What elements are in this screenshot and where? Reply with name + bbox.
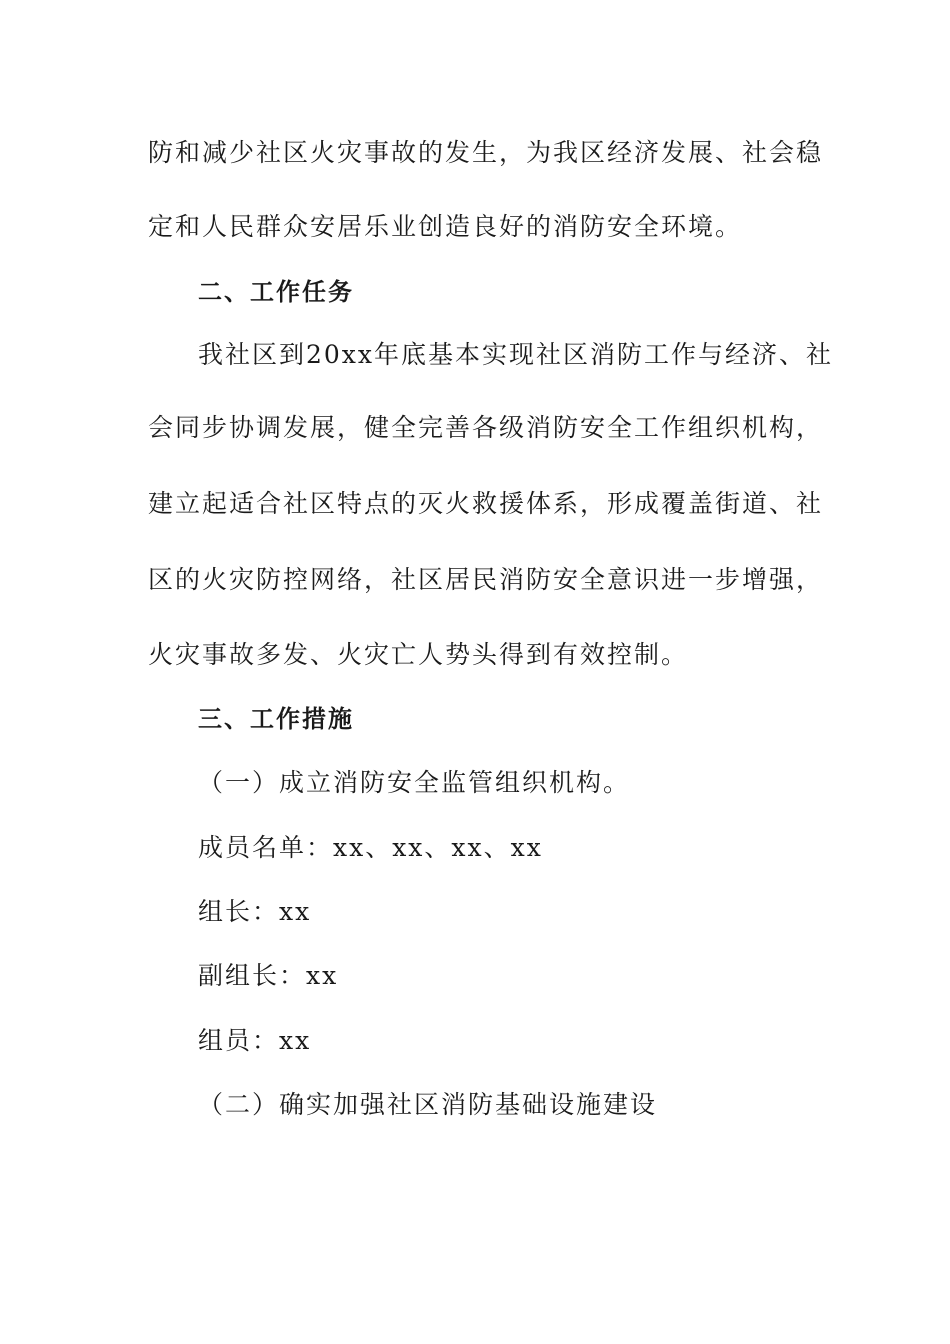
paragraph-line: 火灾事故多发、火灾亡人势头得到有效控制。 [148, 640, 689, 669]
section-heading-measures: 三、工作措施 [198, 705, 354, 733]
deputy-leader-line: 副组长：xx [198, 961, 339, 990]
subsection-heading-2: （二）确实加强社区消防基础设施建设 [198, 1090, 658, 1119]
member-list-line: 成员名单：xx、xx、xx、xx [198, 833, 543, 862]
paragraph-line: 建立起适合社区特点的灭火救援体系，形成覆盖街道、社 [148, 489, 824, 518]
member-line: 组员：xx [198, 1026, 312, 1055]
section-heading-tasks: 二、工作任务 [198, 278, 354, 306]
paragraph-line: 我社区到20xx年底基本实现社区消防工作与经济、社 [198, 340, 834, 369]
paragraph-line: 防和减少社区火灾事故的发生，为我区经济发展、社会稳 [148, 138, 824, 167]
paragraph-line: 定和人民群众安居乐业创造良好的消防安全环境。 [148, 212, 743, 241]
paragraph-line: 区的火灾防控网络，社区居民消防安全意识进一步增强， [148, 565, 824, 594]
subsection-heading-1: （一）成立消防安全监管组织机构。 [198, 768, 631, 797]
paragraph-line: 会同步协调发展，健全完善各级消防安全工作组织机构， [148, 413, 824, 442]
leader-line: 组长：xx [198, 897, 312, 926]
